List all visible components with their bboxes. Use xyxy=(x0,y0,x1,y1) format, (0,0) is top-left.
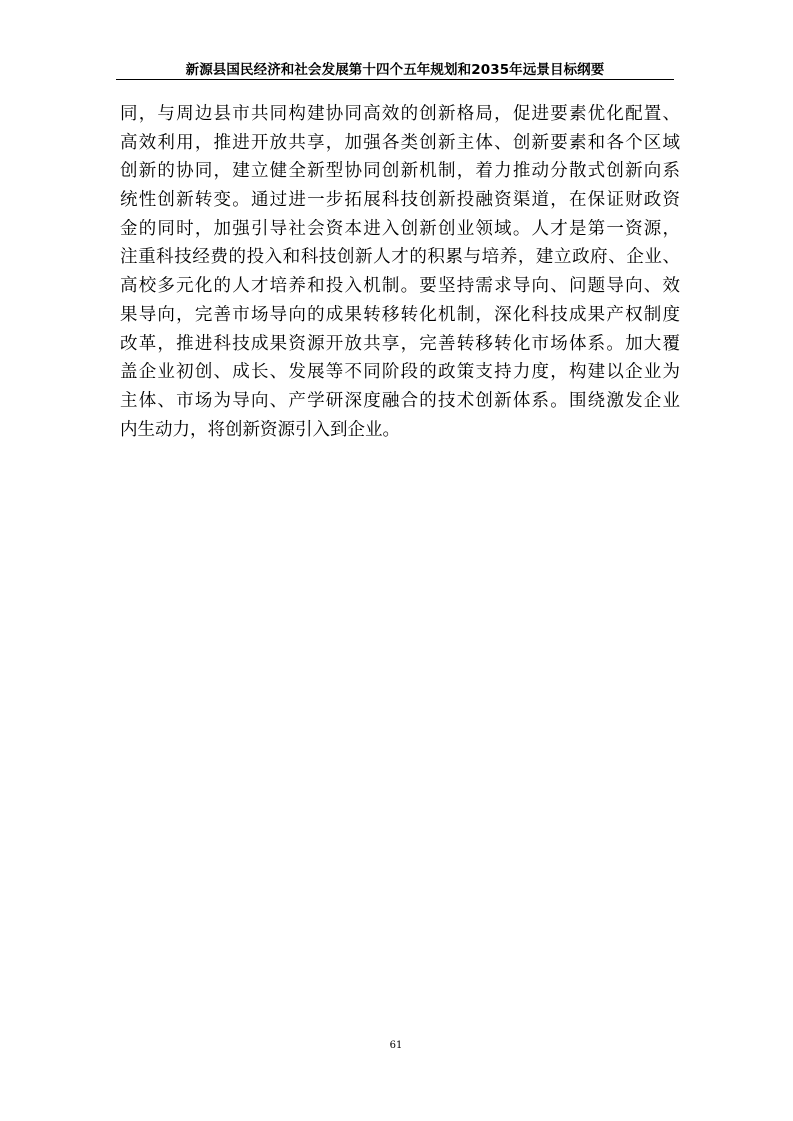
paragraph-line: 金的同时，加强引导社会资本进入创新创业领域。人才是第一资源， xyxy=(120,218,680,239)
paragraph-line: 同，与周边县市共同构建协同高效的创新格局，促进要素优化配置、 xyxy=(120,104,680,124)
paragraph-line: 内生动力，将创新资源引入到企业。 xyxy=(120,419,400,440)
paragraph-line: 改革，推进科技成果资源开放共享，完善转移转化市场体系。加大覆 xyxy=(120,333,680,354)
header-divider xyxy=(116,79,674,80)
paragraph-line: 果导向，完善市场导向的成果转移转化机制，深化科技成果产权制度 xyxy=(120,304,680,325)
paragraph-line: 高校多元化的人才培养和投入机制。要坚持需求导向、问题导向、效 xyxy=(120,276,680,297)
running-header-title: 新源县国民经济和社会发展第十四个五年规划和2035年远景目标纲要 xyxy=(185,62,605,78)
paragraph-line: 创新的协同，建立健全新型协同创新机制，着力推动分散式创新向系 xyxy=(120,161,680,182)
paragraph-line: 注重科技经费的投入和科技创新人才的积累与培养，建立政府、企业、 xyxy=(120,247,680,268)
paragraph-line: 盖企业初创、成长、发展等不同阶段的政策支持力度，构建以企业为 xyxy=(120,362,680,383)
paragraph-line: 主体、市场为导向、产学研深度融合的技术创新体系。围绕激发企业 xyxy=(120,390,680,411)
paragraph-line: 高效利用，推进开放共享，加强各类创新主体、创新要素和各个区域 xyxy=(120,132,680,153)
body-paragraph xyxy=(120,100,680,444)
paragraph-line: 统性创新转变。通过进一步拓展科技创新投融资渠道，在保证财政资 xyxy=(120,190,680,211)
page-number: 61 xyxy=(389,1040,403,1051)
